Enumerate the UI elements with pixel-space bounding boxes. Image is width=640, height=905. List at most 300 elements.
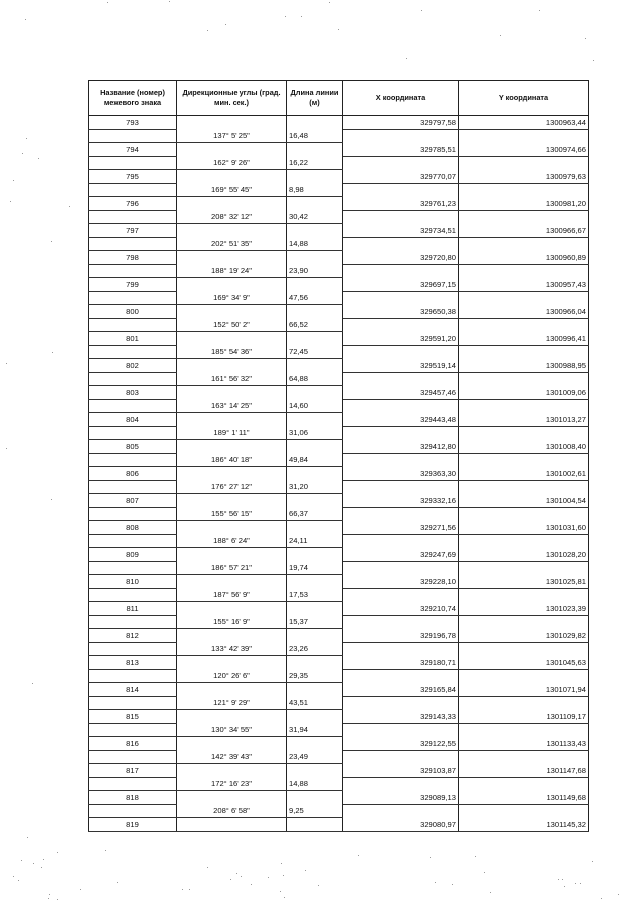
- length-cell-empty: [287, 197, 343, 211]
- direction-angle: 169° 55' 45": [177, 183, 287, 197]
- scan-speck: [57, 899, 58, 900]
- line-length: 14,60: [287, 399, 343, 413]
- x-coordinate: 329697,15: [343, 278, 459, 292]
- length-cell-empty: [287, 332, 343, 346]
- table-row: [89, 440, 589, 454]
- point-name: 816: [89, 737, 177, 751]
- scan-speck: [241, 876, 242, 877]
- scan-speck: [283, 875, 284, 876]
- line-length: 31,20: [287, 480, 343, 494]
- point-name: 802: [89, 359, 177, 373]
- y-cell-empty: [459, 669, 589, 683]
- y-cell-empty: [459, 453, 589, 467]
- y-cell-empty: [459, 804, 589, 818]
- point-name: 801: [89, 332, 177, 346]
- direction-angle: 208° 6' 58": [177, 804, 287, 818]
- y-cell-empty: [459, 237, 589, 251]
- x-coordinate: 329785,51: [343, 143, 459, 157]
- line-length: 14,88: [287, 237, 343, 251]
- line-length: 8,98: [287, 183, 343, 197]
- scan-speck: [33, 863, 34, 864]
- angle-cell-empty: [177, 521, 287, 535]
- length-cell-empty: [287, 629, 343, 643]
- table-row: [89, 453, 589, 467]
- table-header: [89, 81, 589, 116]
- y-coordinate: 1301023,39: [459, 602, 589, 616]
- y-coordinate: 1300988,95: [459, 359, 589, 373]
- line-length: 16,48: [287, 129, 343, 143]
- name-cell-empty: [89, 615, 177, 629]
- scan-speck: [575, 883, 576, 884]
- direction-angle: 120° 26' 6": [177, 669, 287, 683]
- header-row: [89, 81, 589, 116]
- scan-speck: [41, 867, 42, 868]
- x-coordinate: 329412,80: [343, 440, 459, 454]
- length-cell-empty: [287, 791, 343, 805]
- x-cell-empty: [343, 426, 459, 440]
- scan-speck: [558, 879, 559, 880]
- name-cell-empty: [89, 642, 177, 656]
- scan-speck: [301, 16, 302, 17]
- scan-speck: [6, 448, 7, 449]
- line-length: 47,56: [287, 291, 343, 305]
- point-name: 812: [89, 629, 177, 643]
- line-length: 14,88: [287, 777, 343, 791]
- table-row: [89, 291, 589, 305]
- table-row: [89, 548, 589, 562]
- point-name: 805: [89, 440, 177, 454]
- length-cell-empty: [287, 575, 343, 589]
- angle-cell-empty: [177, 170, 287, 184]
- angle-cell-empty: [177, 359, 287, 373]
- length-cell-empty: [287, 305, 343, 319]
- scan-speck: [207, 867, 208, 868]
- table-row: [89, 413, 589, 427]
- y-coordinate: 1301025,81: [459, 575, 589, 589]
- scan-speck: [284, 897, 285, 898]
- direction-angle: 188° 19' 24": [177, 264, 287, 278]
- table-row: [89, 224, 589, 238]
- scan-speck: [580, 883, 581, 884]
- x-coordinate: 329247,69: [343, 548, 459, 562]
- y-cell-empty: [459, 318, 589, 332]
- angle-cell-empty: [177, 683, 287, 697]
- x-coordinate: 329720,80: [343, 251, 459, 265]
- scan-speck: [539, 10, 540, 11]
- scan-speck: [51, 499, 52, 500]
- point-name: 798: [89, 251, 177, 265]
- x-cell-empty: [343, 696, 459, 710]
- header-x: X координата: [343, 81, 459, 116]
- name-cell-empty: [89, 399, 177, 413]
- scan-speck: [618, 894, 619, 895]
- name-cell-empty: [89, 453, 177, 467]
- direction-angle: 137° 5' 25": [177, 129, 287, 143]
- length-cell-empty: [287, 467, 343, 481]
- table-row: [89, 143, 589, 157]
- table-row: [89, 399, 589, 413]
- angle-cell-empty: [177, 251, 287, 265]
- scan-speck: [236, 873, 237, 874]
- line-length: 15,37: [287, 615, 343, 629]
- y-coordinate: 1300974,66: [459, 143, 589, 157]
- y-cell-empty: [459, 723, 589, 737]
- length-cell-empty: [287, 548, 343, 562]
- y-coordinate: 1301133,43: [459, 737, 589, 751]
- y-coordinate: 1300966,04: [459, 305, 589, 319]
- angle-cell-empty: [177, 575, 287, 589]
- x-cell-empty: [343, 750, 459, 764]
- scan-speck: [10, 201, 11, 202]
- table-row: [89, 426, 589, 440]
- point-name: 807: [89, 494, 177, 508]
- scan-speck: [105, 850, 106, 851]
- line-length: 30,42: [287, 210, 343, 224]
- line-length: 23,26: [287, 642, 343, 656]
- table-row: [89, 777, 589, 791]
- point-name: 793: [89, 116, 177, 130]
- table-row: [89, 197, 589, 211]
- x-coordinate: 329734,51: [343, 224, 459, 238]
- table-row: [89, 480, 589, 494]
- direction-angle: 163° 14' 25": [177, 399, 287, 413]
- x-coordinate: 329165,84: [343, 683, 459, 697]
- scan-speck: [32, 683, 33, 684]
- y-cell-empty: [459, 210, 589, 224]
- name-cell-empty: [89, 777, 177, 791]
- y-coordinate: 1300963,44: [459, 116, 589, 130]
- x-coordinate: 329457,46: [343, 386, 459, 400]
- direction-angle: 155° 56' 15": [177, 507, 287, 521]
- angle-cell-empty: [177, 629, 287, 643]
- name-cell-empty: [89, 318, 177, 332]
- angle-cell-empty: [177, 818, 287, 832]
- line-length: 66,52: [287, 318, 343, 332]
- line-length: 64,88: [287, 372, 343, 386]
- x-cell-empty: [343, 156, 459, 170]
- x-cell-empty: [343, 237, 459, 251]
- y-coordinate: 1301013,27: [459, 413, 589, 427]
- line-length: 43,51: [287, 696, 343, 710]
- point-name: 794: [89, 143, 177, 157]
- scan-speck: [69, 206, 70, 207]
- length-cell-empty: [287, 494, 343, 508]
- table-row: [89, 737, 589, 751]
- name-cell-empty: [89, 534, 177, 548]
- table-row: [89, 170, 589, 184]
- angle-cell-empty: [177, 197, 287, 211]
- scan-speck: [484, 872, 485, 873]
- x-coordinate: 329080,97: [343, 818, 459, 832]
- scan-speck: [435, 882, 436, 883]
- scan-speck: [230, 879, 231, 880]
- scan-speck: [452, 884, 453, 885]
- scan-speck: [48, 898, 49, 899]
- scan-speck: [592, 861, 593, 862]
- length-cell-empty: [287, 413, 343, 427]
- y-coordinate: 1301031,60: [459, 521, 589, 535]
- table-row: [89, 602, 589, 616]
- table-row: [89, 642, 589, 656]
- direction-angle: 208° 32' 12": [177, 210, 287, 224]
- point-name: 800: [89, 305, 177, 319]
- name-cell-empty: [89, 723, 177, 737]
- table-row: [89, 656, 589, 670]
- x-cell-empty: [343, 588, 459, 602]
- y-cell-empty: [459, 129, 589, 143]
- header-name: Название (номер) межевого знака: [89, 81, 177, 116]
- y-cell-empty: [459, 696, 589, 710]
- y-cell-empty: [459, 588, 589, 602]
- line-length: 31,94: [287, 723, 343, 737]
- point-name: 818: [89, 791, 177, 805]
- length-cell-empty: [287, 764, 343, 778]
- length-cell-empty: [287, 170, 343, 184]
- y-cell-empty: [459, 480, 589, 494]
- x-cell-empty: [343, 264, 459, 278]
- length-cell-empty: [287, 602, 343, 616]
- table-row: [89, 116, 589, 130]
- table-row: [89, 251, 589, 265]
- y-cell-empty: [459, 345, 589, 359]
- line-length: 31,06: [287, 426, 343, 440]
- point-name: 804: [89, 413, 177, 427]
- direction-angle: 189° 1' 11": [177, 426, 287, 440]
- scan-speck: [22, 153, 23, 154]
- x-coordinate: 329770,07: [343, 170, 459, 184]
- angle-cell-empty: [177, 737, 287, 751]
- scan-speck: [182, 889, 183, 890]
- name-cell-empty: [89, 426, 177, 440]
- x-coordinate: 329210,74: [343, 602, 459, 616]
- point-name: 813: [89, 656, 177, 670]
- angle-cell-empty: [177, 548, 287, 562]
- table-row: [89, 183, 589, 197]
- scan-speck: [189, 889, 190, 890]
- x-coordinate: 329089,13: [343, 791, 459, 805]
- table-row: [89, 534, 589, 548]
- x-cell-empty: [343, 210, 459, 224]
- length-cell-empty: [287, 386, 343, 400]
- y-coordinate: 1300960,89: [459, 251, 589, 265]
- name-cell-empty: [89, 561, 177, 575]
- direction-angle: 187° 56' 9": [177, 588, 287, 602]
- point-name: 817: [89, 764, 177, 778]
- scan-speck: [6, 363, 7, 364]
- x-coordinate: 329122,55: [343, 737, 459, 751]
- point-name: 799: [89, 278, 177, 292]
- table-row: [89, 750, 589, 764]
- name-cell-empty: [89, 669, 177, 683]
- x-cell-empty: [343, 345, 459, 359]
- x-cell-empty: [343, 615, 459, 629]
- name-cell-empty: [89, 507, 177, 521]
- angle-cell-empty: [177, 386, 287, 400]
- scan-speck: [285, 16, 286, 17]
- length-cell-empty: [287, 656, 343, 670]
- y-coordinate: 1300966,67: [459, 224, 589, 238]
- scan-speck: [26, 138, 27, 139]
- y-coordinate: 1301145,32: [459, 818, 589, 832]
- y-coordinate: 1301149,68: [459, 791, 589, 805]
- table-row: [89, 710, 589, 724]
- y-coordinate: 1301008,40: [459, 440, 589, 454]
- angle-cell-empty: [177, 224, 287, 238]
- table-row: [89, 507, 589, 521]
- table-row: [89, 575, 589, 589]
- direction-angle: 186° 57' 21": [177, 561, 287, 575]
- scan-speck: [406, 58, 407, 59]
- scan-speck: [25, 19, 26, 20]
- direction-angle: 155° 16' 9": [177, 615, 287, 629]
- y-cell-empty: [459, 507, 589, 521]
- y-coordinate: 1301045,63: [459, 656, 589, 670]
- line-length: 24,11: [287, 534, 343, 548]
- x-cell-empty: [343, 480, 459, 494]
- table-body: [89, 116, 589, 832]
- x-cell-empty: [343, 534, 459, 548]
- table-row: [89, 804, 589, 818]
- x-coordinate: 329196,78: [343, 629, 459, 643]
- x-cell-empty: [343, 291, 459, 305]
- table-row: [89, 696, 589, 710]
- direction-angle: 186° 40' 18": [177, 453, 287, 467]
- scan-speck: [490, 892, 491, 893]
- angle-cell-empty: [177, 413, 287, 427]
- scan-speck: [169, 1, 170, 2]
- scan-speck: [52, 352, 53, 353]
- point-name: 810: [89, 575, 177, 589]
- scan-speck: [329, 2, 330, 3]
- scan-speck: [475, 856, 476, 857]
- y-cell-empty: [459, 561, 589, 575]
- table-row: [89, 818, 589, 832]
- name-cell-empty: [89, 345, 177, 359]
- angle-cell-empty: [177, 278, 287, 292]
- scan-speck: [225, 24, 226, 25]
- y-cell-empty: [459, 642, 589, 656]
- direction-angle: 161° 56' 32": [177, 372, 287, 386]
- y-cell-empty: [459, 615, 589, 629]
- point-name: 814: [89, 683, 177, 697]
- y-cell-empty: [459, 264, 589, 278]
- angle-cell-empty: [177, 710, 287, 724]
- x-coordinate: 329143,33: [343, 710, 459, 724]
- point-name: 811: [89, 602, 177, 616]
- length-cell-empty: [287, 224, 343, 238]
- y-coordinate: 1301002,61: [459, 467, 589, 481]
- scan-speck: [13, 180, 14, 181]
- scan-speck: [430, 857, 431, 858]
- x-cell-empty: [343, 777, 459, 791]
- name-cell-empty: [89, 183, 177, 197]
- x-cell-empty: [343, 642, 459, 656]
- table-row: [89, 791, 589, 805]
- x-cell-empty: [343, 399, 459, 413]
- scan-speck: [500, 35, 501, 36]
- line-length: 72,45: [287, 345, 343, 359]
- point-name: 803: [89, 386, 177, 400]
- point-name: 796: [89, 197, 177, 211]
- angle-cell-empty: [177, 602, 287, 616]
- scan-speck: [585, 38, 586, 39]
- direction-angle: 188° 6' 24": [177, 534, 287, 548]
- length-cell-empty: [287, 440, 343, 454]
- length-cell-empty: [287, 278, 343, 292]
- line-length: 23,49: [287, 750, 343, 764]
- direction-angle: 142° 39' 43": [177, 750, 287, 764]
- x-coordinate: 329443,48: [343, 413, 459, 427]
- table-row: [89, 359, 589, 373]
- name-cell-empty: [89, 588, 177, 602]
- x-cell-empty: [343, 453, 459, 467]
- scan-speck: [593, 60, 594, 61]
- y-coordinate: 1301147,68: [459, 764, 589, 778]
- scan-speck: [562, 879, 563, 880]
- scan-speck: [601, 898, 602, 899]
- point-name: 808: [89, 521, 177, 535]
- length-cell-empty: [287, 737, 343, 751]
- x-coordinate: 329271,56: [343, 521, 459, 535]
- line-length: 9,25: [287, 804, 343, 818]
- scan-speck: [338, 29, 339, 30]
- y-cell-empty: [459, 534, 589, 548]
- x-cell-empty: [343, 372, 459, 386]
- scan-speck: [358, 855, 359, 856]
- scan-speck: [21, 860, 22, 861]
- x-cell-empty: [343, 723, 459, 737]
- scan-speck: [280, 891, 281, 892]
- name-cell-empty: [89, 750, 177, 764]
- x-cell-empty: [343, 507, 459, 521]
- y-coordinate: 1301009,06: [459, 386, 589, 400]
- length-cell-empty: [287, 521, 343, 535]
- header-length: Длина линии (м): [287, 81, 343, 116]
- y-cell-empty: [459, 291, 589, 305]
- x-cell-empty: [343, 129, 459, 143]
- angle-cell-empty: [177, 440, 287, 454]
- x-coordinate: 329228,10: [343, 575, 459, 589]
- name-cell-empty: [89, 129, 177, 143]
- y-cell-empty: [459, 750, 589, 764]
- table-row: [89, 305, 589, 319]
- header-y: Y координата: [459, 81, 589, 116]
- angle-cell-empty: [177, 791, 287, 805]
- y-coordinate: 1300979,63: [459, 170, 589, 184]
- direction-angle: 130° 34' 55": [177, 723, 287, 737]
- line-length: 19,74: [287, 561, 343, 575]
- y-cell-empty: [459, 183, 589, 197]
- x-coordinate: 329103,87: [343, 764, 459, 778]
- header-angle: Дирекционные углы (град. мин. сек.): [177, 81, 287, 116]
- angle-cell-empty: [177, 332, 287, 346]
- direction-angle: 176° 27' 12": [177, 480, 287, 494]
- x-cell-empty: [343, 669, 459, 683]
- table-row: [89, 494, 589, 508]
- direction-angle: 133° 42' 39": [177, 642, 287, 656]
- table-row: [89, 156, 589, 170]
- table-row: [89, 467, 589, 481]
- x-coordinate: 329519,14: [343, 359, 459, 373]
- angle-cell-empty: [177, 116, 287, 130]
- table-row: [89, 764, 589, 778]
- y-coordinate: 1300981,20: [459, 197, 589, 211]
- scan-speck: [51, 241, 52, 242]
- point-name: 819: [89, 818, 177, 832]
- name-cell-empty: [89, 156, 177, 170]
- y-coordinate: 1300957,43: [459, 278, 589, 292]
- length-cell-empty: [287, 818, 343, 832]
